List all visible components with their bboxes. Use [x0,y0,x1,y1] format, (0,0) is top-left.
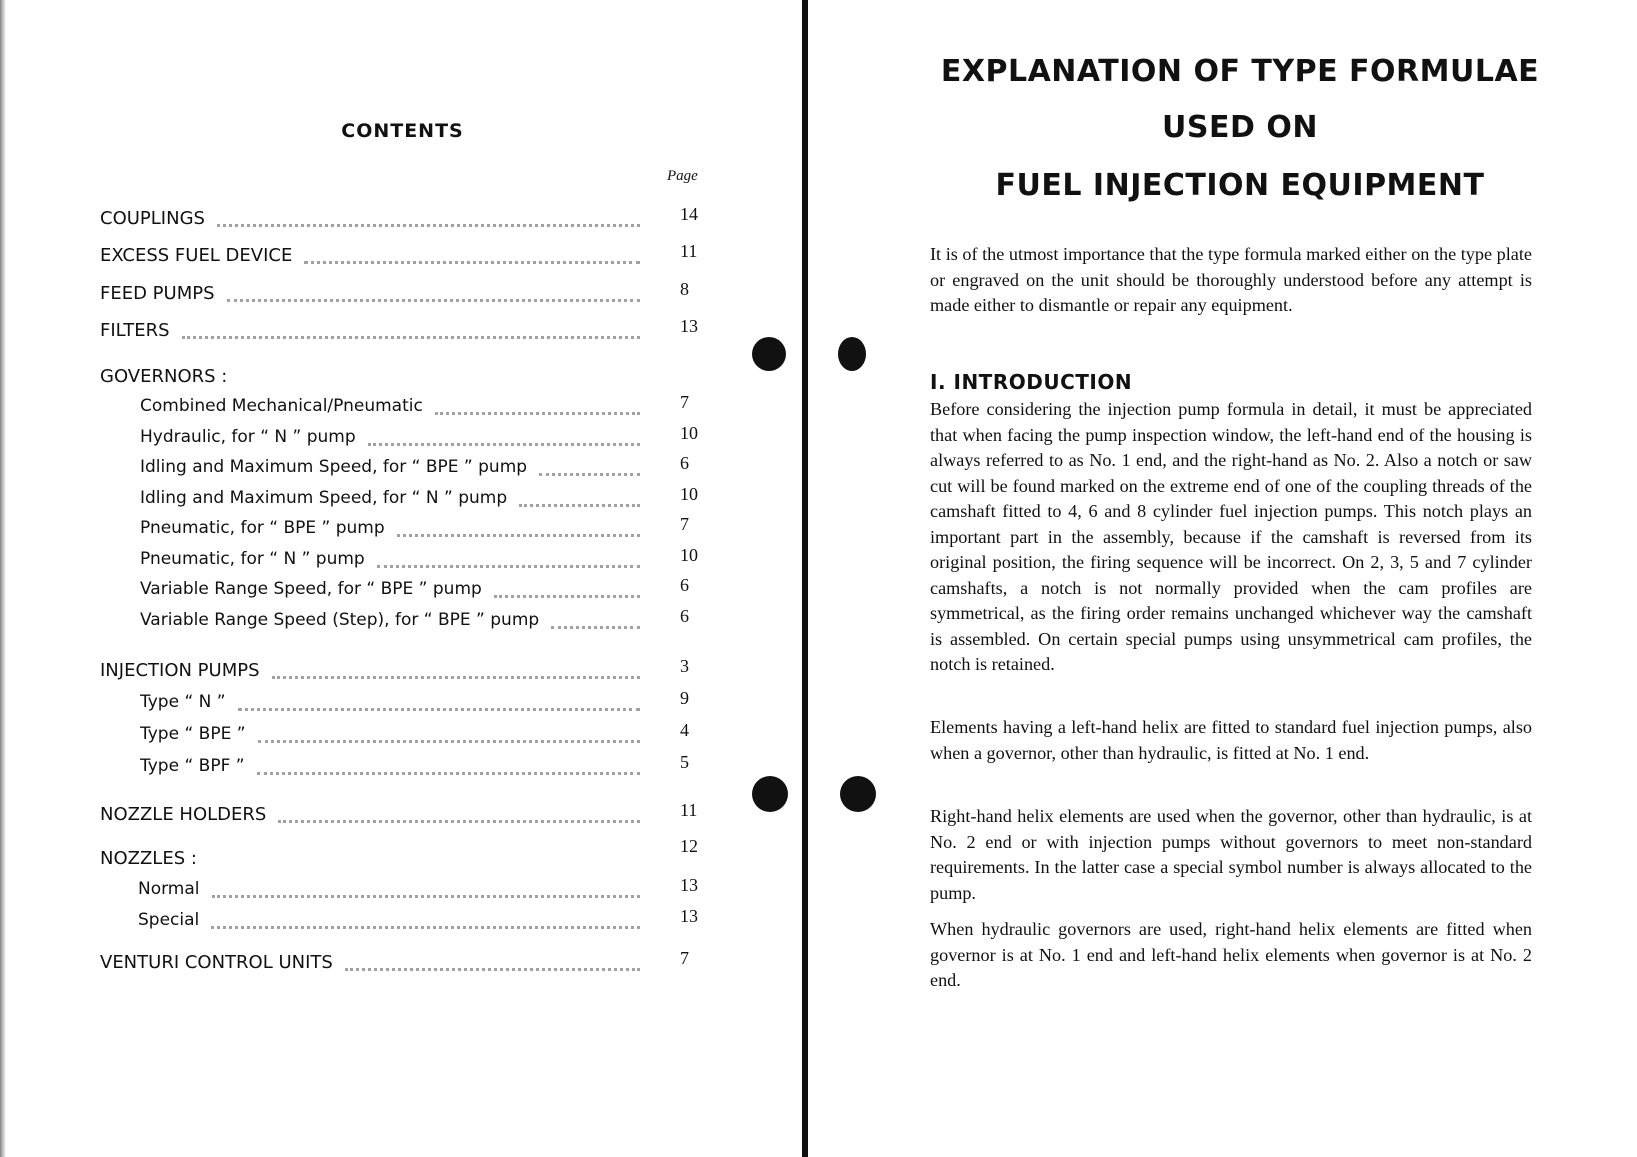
toc-entry-page: 13 [680,316,698,336]
toc-heading-governors: GOVERNORS : [100,366,228,387]
toc-entry-page: 5 [680,752,689,772]
toc-entry-label: FILTERS [100,320,178,341]
dot-leader [272,670,640,679]
toc-entry[interactable] [0,316,720,348]
book-spine [802,0,808,1157]
toc-entry-label: Special [138,910,207,930]
intro-paragraph: It is of the utmost importance that the type formula marked either on the type plate or engraved on the unit should be thoroughly understood before any attempt is made either to dismantle or repair any equipment. [930,244,1532,315]
toc-entry-page: 7 [680,948,689,968]
toc-entry-label: Type “ BPF ” [140,756,253,776]
toc-entry-page: 11 [680,241,698,261]
binding-hole [752,337,786,371]
toc-entry-page: 10 [680,423,698,443]
dot-leader [258,734,640,743]
toc-entry-label: Pneumatic, for “ N ” pump [140,549,373,569]
toc-entry-label: VENTURI CONTROL UNITS [100,952,341,973]
toc-entry[interactable] [0,279,720,311]
toc-entry-label: Type “ BPE ” [140,724,254,744]
dot-leader [377,559,640,568]
toc-entry[interactable] [0,423,720,455]
toc-entry-label: Idling and Maximum Speed, for “ BPE ” pump [140,457,535,477]
toc-entry[interactable] [0,606,720,638]
toc-heading-injection-pumps: INJECTION PUMPS [100,660,268,681]
page-title-line: FUEL INJECTION EQUIPMENT [995,168,1485,203]
toc-entry-page: 4 [680,720,689,740]
toc-entry-label: Type “ N ” [140,692,234,712]
toc-entry-page: 10 [680,545,698,565]
toc-entry-label: NOZZLE HOLDERS [100,804,274,825]
toc-entry[interactable] [0,484,720,516]
dot-leader [182,330,640,339]
toc-entry[interactable] [0,545,720,577]
toc-entry-page: 11 [680,800,698,820]
toc-entry[interactable] [0,241,720,273]
dot-leader [551,620,640,629]
toc-entry-label: Normal [138,879,208,899]
dot-leader [217,218,640,227]
dot-leader [257,766,640,775]
dot-leader [539,467,640,476]
toc-entry-page: 6 [680,575,689,595]
dot-leader [304,255,640,264]
page-title-line: USED ON [1162,110,1318,145]
toc-entry-page: 8 [680,279,689,299]
dot-leader [211,920,640,929]
dot-leader [345,962,640,971]
toc-entry-label: Pneumatic, for “ BPE ” pump [140,518,393,538]
binding-hole [840,776,876,812]
toc-entry-page: 14 [680,204,698,224]
dot-leader [368,437,640,446]
toc-entry-page: 6 [680,606,689,626]
toc-entry[interactable] [0,800,720,832]
dot-leader [397,528,640,537]
toc-entry-page: 9 [680,688,689,708]
toc-entry-nozzles[interactable] [0,836,720,876]
toc-entry-page: 12 [680,836,698,856]
dot-leader [212,889,640,898]
toc-entry-page: 10 [680,484,698,504]
toc-entry-label: EXCESS FUEL DEVICE [100,245,300,266]
binding-hole [752,776,788,812]
toc-entry[interactable] [0,514,720,546]
toc-entry-label: Hydraulic, for “ N ” pump [140,427,364,447]
toc-entry-label: Variable Range Speed, for “ BPE ” pump [140,579,490,599]
toc-entry-page: 7 [680,392,689,412]
toc-entry[interactable] [0,752,720,784]
toc-entry[interactable] [0,906,720,938]
toc-entry[interactable] [0,875,720,907]
toc-entry-page: 7 [680,514,689,534]
toc-entry[interactable] [0,720,720,752]
toc-entry-label: COUPLINGS [100,208,213,229]
section-heading: I. INTRODUCTION [930,370,1133,394]
dot-leader [278,814,640,823]
body-paragraph: When hydraulic governors are used, right-hand helix elements are fitted when governor is at No. 1 end and left-hand helix elements when governor is at No. 2 end. [930,919,1532,990]
page-title-line: EXPLANATION OF TYPE FORMULAE [940,54,1540,89]
toc-entry-label: Idling and Maximum Speed, for “ N ” pump [140,488,515,508]
toc-entry-page: 13 [680,906,698,926]
toc-entry[interactable] [0,392,720,424]
body-paragraph: Before considering the injection pump formula in detail, it must be appreciated that when facing the pump inspection window, the left-hand end of the housing is always referred to as No. 1 end, and the right-hand as No. 2. Also a notch or saw cut will be found marked on the extreme end of one of the coupling threads of the camshaft fitted to 4, 6 and 8 cylinder fuel injection pumps. This notch plays an important part in the assembly, because if the camshaft is reversed from its original position, the firing sequence will be incorrect. On 2, 3, 5 and 7 cylinder camshafts, a notch is not normally provided when the cam profiles are symmetrical, as the firing order remains unchanged whichever way the camshaft is assembled. On certain special pumps using unsymmetrical cam profiles, the notch is retained. [930,399,1532,674]
toc-entry-label: Variable Range Speed (Step), for “ BPE ” pump [140,610,547,630]
dot-leader [435,406,640,415]
dot-leader [227,293,640,302]
toc-entry-injection-pumps[interactable] [0,656,720,688]
toc-entry-page: 3 [680,656,689,676]
toc-entry-page: 6 [680,453,689,473]
dot-leader [519,498,640,507]
toc-heading-nozzles: NOZZLES : [100,848,205,869]
page-column-label: Page [667,168,698,184]
toc-entry[interactable] [0,204,720,236]
toc-entry[interactable] [0,688,720,720]
toc-entry[interactable] [0,453,720,485]
toc-entry-page: 13 [680,875,698,895]
body-paragraph: Right-hand helix elements are used when the governor, other than hydraulic, is at No. 2 end or with injection pumps without governors to meet non-standard requirements. In the latter case a special symbol number is always allocated to the pump. [930,806,1532,903]
body-paragraph: Elements having a left-hand helix are fitted to standard fuel injection pumps, also when a governor, other than hydraulic, is fitted at No. 1 end. [930,717,1532,763]
binding-hole [838,337,866,371]
dot-leader [494,589,640,598]
toc-entry[interactable] [0,575,720,607]
toc-entry-label: FEED PUMPS [100,283,223,304]
contents-title: CONTENTS [341,120,464,142]
toc-entry-label: Combined Mechanical/Pneumatic [140,396,431,416]
dot-leader [238,702,640,711]
toc-entry[interactable] [0,948,720,980]
